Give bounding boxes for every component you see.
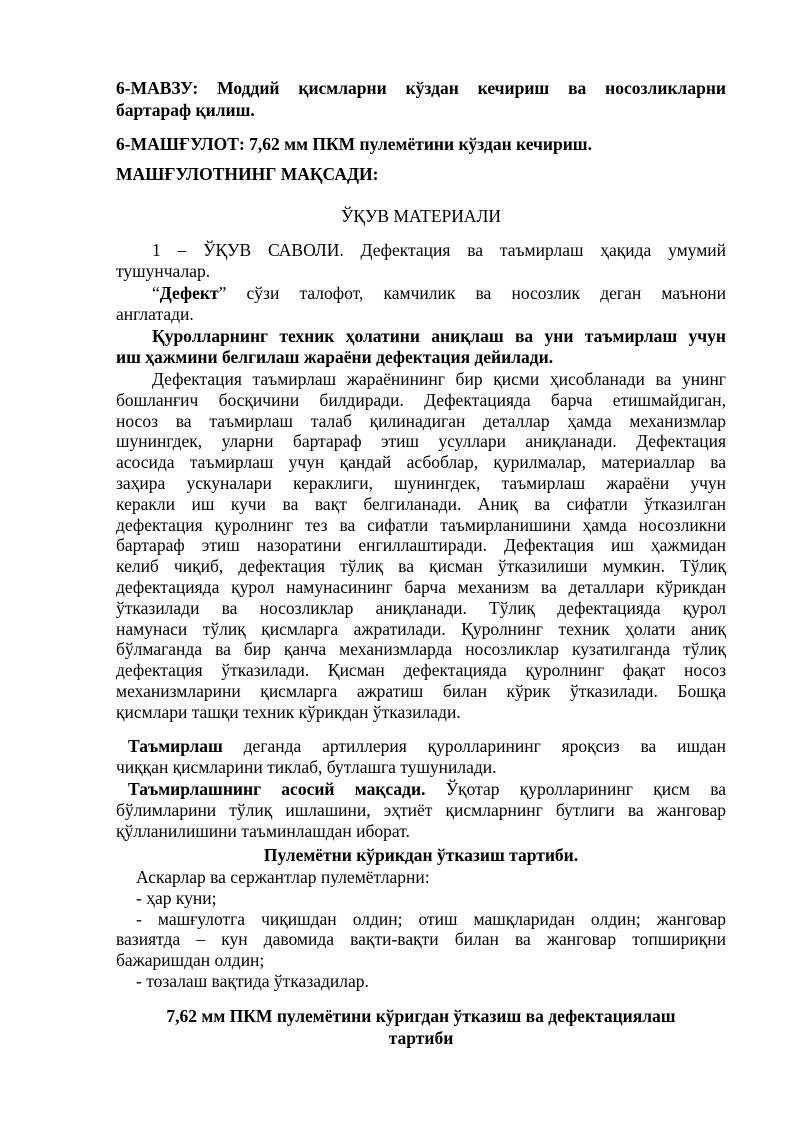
main-paragraph-line: бўлмаганда ва бир қанча механизмларда носозликлар кузатилганда тўлиқ bbox=[116, 639, 726, 660]
defect-paragraph-line1: “Дефект” сўзи талофот, камчилик ва носозлик деган маънони bbox=[152, 283, 726, 303]
main-paragraph-line: ўтказилади ва носозликлар аниқланади. Тўлиқ дефектацияда қурол bbox=[116, 597, 726, 618]
main-paragraph-line: керакли иш кучи ва вақт белгиланади. Аниқ ва сифатли ўтказилган bbox=[116, 493, 726, 514]
main-paragraph-line: дефектацияда қурол намунасининг барча механизм ва деталлари кўрикдан bbox=[116, 576, 726, 597]
main-paragraph-line: асосида таъмирлаш учун қандай асбоблар, қурилмалар, материаллар ва bbox=[116, 452, 726, 473]
topic-heading-line2: бартараф қилиш. bbox=[116, 100, 255, 120]
material-heading: ЎҚУВ МАТЕРИАЛИ bbox=[340, 206, 502, 226]
main-paragraph-line: қисмлари ташқи техник кўрикдан ўтказилади. bbox=[116, 701, 461, 722]
repair-paragraph bbox=[116, 736, 726, 778]
inspection-intro: Аскарлар ва сержантлар пулемётларни: bbox=[136, 867, 430, 887]
repair-goal-paragraph bbox=[116, 779, 726, 841]
inspection-item-cont: бажаришдан олдин; bbox=[116, 950, 265, 971]
definition-line1: Қуролларнинг техник ҳолатини аниқлаш ва уни таъмирлаш учун bbox=[152, 326, 726, 346]
main-paragraph-line: заҳира ускуналари кераклиги, шунингдек, таъмирлаш жараёни учун bbox=[116, 472, 726, 493]
repair-goal-line1: Таъмирлашнинг асосий мақсади. Ўқотар қуролларининг қисм ва bbox=[128, 779, 726, 799]
main-paragraph-line: бартараф этиш назоратини енгиллаштиради. Дефектация иш ҳажмидан bbox=[116, 535, 726, 556]
inspection-item: - тозалаш вақтида ўтказадилар. bbox=[136, 970, 369, 991]
question-1-line2: тушунчалар. bbox=[116, 260, 211, 281]
goal-heading: МАШҒУЛОТНИНГ МАҚСАДИ: bbox=[116, 164, 379, 184]
main-paragraph-line: бошланғич босқичини билдиради. Дефектацияда барча етишмайдиган, bbox=[116, 389, 726, 410]
repair-goal-line3: қўлланилишини таъминлашдан иборат. bbox=[116, 820, 410, 841]
inspection-list bbox=[116, 867, 726, 992]
main-paragraph-line: келиб чиқиб, дефектация тўлиқ ва қисман ўтказилиши мумкин. Тўлиқ bbox=[116, 556, 726, 577]
lesson-heading: 6-МАШҒУЛОТ: 7,62 мм ПКМ пулемётини кўздан кечириш. bbox=[116, 134, 592, 154]
final-heading-line1: 7,62 мм ПКМ пулемётини кўригдан ўтказиш ва дефектациялаш bbox=[166, 1006, 676, 1026]
repair-term: Таъмирлаш bbox=[128, 736, 223, 756]
main-paragraph-line: носоз ва таъмирлаш талаб қилинадиган деталлар ҳамда механизмлар bbox=[116, 410, 726, 431]
inspection-heading: Пулемётни кўрикдан ўтказиш тартиби. bbox=[263, 845, 579, 865]
inspection-item: - машғулотга чиқишдан олдин; отиш машқларидан олдин; жанговар bbox=[136, 908, 726, 929]
main-paragraph-line: Дефектация таъмирлаш жараёнининг бир қисми ҳисобланади ва унинг bbox=[152, 369, 726, 389]
inspection-item: - ҳар куни; bbox=[136, 887, 217, 908]
repair-goal-line2: бўлимларини тўлиқ ишлашини, эҳтиёт қисмларнинг бутлиги ва жанговар bbox=[116, 799, 726, 820]
defect-paragraph-line2: англатади. bbox=[116, 303, 194, 324]
main-paragraph-line: шунингдек, уларни бартараф этиш усуллари аниқланади. Дефектация bbox=[116, 431, 726, 452]
question-1-line1: 1 – ЎҚУВ САВОЛИ. Дефектация ва таъмирлаш ҳақида умумий bbox=[152, 240, 726, 260]
repair-goal-term: Таъмирлашнинг асосий мақсади. bbox=[128, 779, 426, 799]
main-paragraph-line: дефектация ўтказилади. Қисман дефектацияда қуролнинг фақат носоз bbox=[116, 660, 726, 681]
inspection-item-cont: вазиятда – кун давомида вақти-вақти билан ва жанговар топшириқни bbox=[116, 929, 726, 950]
topic-heading bbox=[116, 77, 726, 121]
defect-paragraph bbox=[116, 283, 726, 325]
repair-paragraph-line1: Таъмирлаш деганда артиллерия қуролларининг яроқсиз ва ишдан bbox=[128, 736, 726, 756]
main-paragraph-line: дефектация қуролнинг тез ва сифатли таъмирланишини ҳамда носозликни bbox=[116, 514, 726, 535]
main-paragraph-line: намунаси тўлиқ қисмларга ажратилади. Қуролнинг техник ҳолати аниқ bbox=[116, 618, 726, 639]
main-paragraph-line: механизмларини қисмларга ажратиш билан кўрик ўтказилади. Бошқа bbox=[116, 680, 726, 701]
main-paragraph bbox=[116, 369, 726, 723]
question-1 bbox=[116, 240, 726, 282]
definition-line2: иш ҳажмини белгилаш жараёни дефектация дейилади. bbox=[116, 346, 554, 367]
final-heading bbox=[116, 1005, 726, 1049]
topic-heading-line1: 6-МАВЗУ: Моддий қисмларни кўздан кечириш ва носозликларни bbox=[116, 78, 726, 98]
repair-paragraph-line2: чиққан қисмларини тиклаб, бутлашга тушунилади. bbox=[116, 756, 497, 777]
final-heading-line2: тартиби bbox=[388, 1028, 454, 1048]
definition-paragraph bbox=[116, 326, 726, 368]
defect-term: Дефект bbox=[159, 283, 219, 303]
